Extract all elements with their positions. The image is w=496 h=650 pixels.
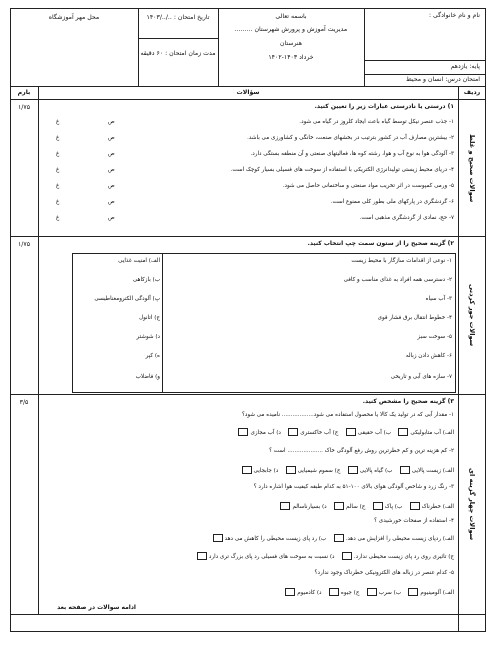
checkbox-icon[interactable] [408,588,418,596]
mcq-2-stem: ۲- کم هزینه ترین و کم خطرترین روش رفع آلودگی خاک .................... است ؟ [269,448,454,454]
column-score: بارم [17,89,31,96]
mcq-4-option-d[interactable]: د) نسبت به سوخت های فسیلی رد پای بزرگ تری دارد [195,554,335,560]
checkbox-icon[interactable] [373,502,383,510]
mcq-3-option-a[interactable]: الف) خطرناک [408,504,454,510]
checkbox-icon[interactable] [398,428,408,436]
mcq-4-options-row2 [195,552,454,560]
match-item-7: ۷- سازه های آبی و تاریخی [390,374,452,380]
student-name-field: نام و نام خانوادگی : [428,12,480,19]
match-option-b: ب) بازکاهی [132,277,160,283]
continue-note: ادامه سوالات در صفحه بعد [57,604,136,611]
grade-label: پایه: یازدهم [450,63,480,70]
mcq-4-option-c[interactable]: ج) تاثیری روی رد پای زیست محیطی ندارد. [340,554,454,560]
tf-item-3: ۳- آلودگی هوا به نوع آب و هوا، رشته کوه ها، فعالیتهای صنعتی و آن منطقه بستگی دارد. [250,151,454,157]
mcq-1-options [236,428,454,436]
tf-item-6: ۶- گردشگری در پارکهای ملی بطور کلی ممنوع است. [330,199,454,205]
mcq-5-options [283,588,454,596]
tf-true-6[interactable]: ص [108,199,115,205]
match-item-5: ۵- سوخت سبز [417,334,452,340]
checkbox-icon[interactable] [400,466,410,474]
tf-false-6[interactable]: غ [56,199,60,205]
header-school: هنرستان [279,40,303,47]
checkbox-icon[interactable] [213,534,223,542]
tf-true-4[interactable]: ص [108,167,115,173]
match-option-p: پ) آلودگی الکترومغناطیسی [94,296,160,302]
mcq-1-option-b[interactable]: ب) آب حقیقی [344,430,391,436]
mcq-1-option-c[interactable]: ج) آب خاکستری [286,430,338,436]
tf-true-1[interactable]: ص [108,119,115,125]
mcq-3-options [278,502,454,510]
tf-true-7[interactable]: ص [108,215,115,221]
mcq-1-option-d[interactable]: د) آب مجازی [236,430,280,436]
checkbox-icon[interactable] [197,552,207,560]
side-label-true-false: سوالات صحیح و غلط [468,133,476,203]
column-questions: سؤالات [236,89,260,96]
header-directorate: مدیریت آموزش و پرورش شهرستان ......... [234,26,348,33]
tf-false-2[interactable]: غ [56,135,60,141]
section-3-title: ۳) گزینه صحیح را مشخص کنید. [362,398,454,405]
exam-date: تاریخ امتحان : ../../۱۴۰۳ [146,14,210,21]
checkbox-icon[interactable] [410,502,420,510]
match-option-v: و) فاضلاب [135,374,160,380]
checkbox-icon[interactable] [286,466,296,474]
side-label-multiple-choice: سوالات چهار گزینه ای [468,468,476,541]
match-item-1: ۱- نوعی از اقدامات سازگار با محیط زیست [351,258,452,264]
mcq-2-option-c[interactable]: ج) سموم شیمیایی [284,468,341,474]
score-section-1: ۱/۷۵ [17,104,31,111]
mcq-5-option-b[interactable]: ب) سرب [365,590,401,596]
side-label-matching: سوالات جور کردنی [468,284,476,347]
checkbox-icon[interactable] [285,588,295,596]
tf-false-5[interactable]: غ [56,183,60,189]
checkbox-icon[interactable] [346,428,356,436]
match-option-j: ج) اتانول [139,315,160,321]
checkbox-icon[interactable] [334,502,344,510]
tf-item-4: ۴- دریای محیط زیستی تولیدانرژی الکتریکی با استفاده از سوخت های فسیلی بسیار کوچک است. [230,167,454,173]
header-basmala: باسمه تعالی [275,13,307,20]
exam-duration: مدت زمان امتحان : ۶۰ دقیقه [140,50,216,57]
tf-false-1[interactable]: غ [56,119,60,125]
mcq-4-option-b[interactable]: ب) رد پای زیست محیطی را کاهش می دهد [211,536,327,542]
match-option-h: ه) کپر [145,353,160,359]
match-option-a: الف) امنیت غذایی [118,258,160,264]
mcq-1-option-a[interactable]: الف) آب متابولیکی [396,430,454,436]
tf-true-3[interactable]: ص [108,151,115,157]
tf-item-5: ۵- ورمی کمپوست در اثر تخریب مواد صنعتی و ساختمانی حاصل می شود. [282,183,454,189]
matching-answers-box [72,253,456,393]
mcq-1-stem: ۱- مقدار آبی که در تولید یک کالا یا محصول استفاده می شود.................. نامیده می شود؟ [241,412,454,418]
match-item-4: ۴- خطوط انتقال برق فشار قوی [377,315,452,321]
checkbox-icon[interactable] [334,534,344,542]
checkbox-icon[interactable] [329,588,339,596]
checkbox-icon[interactable] [242,466,252,474]
mcq-5-stem: ۵- کدام عنصر در زباله های الکترونیکی خطرناک وجود ندارد؟ [314,570,454,576]
checkbox-icon[interactable] [288,428,298,436]
mcq-5-option-c[interactable]: ج) جیوه [327,590,360,596]
mcq-2-option-d[interactable]: د) جابجایی [240,468,279,474]
header-term: خرداد ۱۴۰۳-۱۴۰۲ [268,54,314,61]
tf-true-2[interactable]: ص [108,135,115,141]
tf-false-4[interactable]: غ [56,167,60,173]
mcq-2-option-b[interactable]: ب) گیاه پالایی [346,468,393,474]
checkbox-icon[interactable] [367,588,377,596]
checkbox-icon[interactable] [280,502,290,510]
mcq-4-options-row1 [211,534,454,542]
checkbox-icon[interactable] [342,552,352,560]
mcq-5-option-d[interactable]: د) کادمیوم [283,590,321,596]
score-section-2: ۱/۷۵ [17,241,31,248]
column-row: ردیف [463,89,481,96]
match-item-6: ۶- کاهش دادن زباله [405,353,452,359]
match-option-d: د) شوشتر [136,334,160,340]
section-2-title: ۲) گزینه صحیح را از ستون سمت چپ انتخاب کنید. [307,240,454,247]
mcq-2-options [240,466,454,474]
mcq-3-option-d[interactable]: د) بسیارناسالم [278,504,326,510]
checkbox-icon[interactable] [238,428,248,436]
mcq-4-stem: ۴- استفاده از صفحات خورشیدی ؟ [374,518,454,524]
mcq-2-option-a[interactable]: الف) زیست پالایی [398,468,454,474]
tf-true-5[interactable]: ص [108,183,115,189]
checkbox-icon[interactable] [348,466,358,474]
tf-false-7[interactable]: غ [56,215,60,221]
mcq-3-stem: ۳- رنگ زرد و شاخص آلودگی هوای بالای ۱۰۰-۵۱ به کدام طبقه کیفیت هوا اشاره دارد ؟ [253,484,454,490]
mcq-5-option-a[interactable]: الف) آلومینیوم [406,590,454,596]
tf-item-1: ۱- جذب عنصر نیکل توسط گیاه باعث ایجاد کلروز در گیاه می شود. [299,119,454,125]
subject-label: امتحان درس: انسان و محیط [406,76,480,83]
tf-false-3[interactable]: غ [56,151,60,157]
exam-page [10,8,486,632]
tf-item-2: ۲- بیشترین مصارف آب در کشور بترتیب در بخشهای صنعت، خانگی و کشاورزی می باشد. [247,135,454,141]
school-stamp-area: محل مهر آموزشگاه [48,14,100,21]
score-section-3: ۳/۵ [19,399,29,406]
mcq-3-option-c[interactable]: ج) سالم [332,504,365,510]
match-item-2: ۲- دسترسی همه افراد به غذای مناسب و کافی [343,277,452,283]
match-item-3: ۳- آب سیاه [425,296,452,302]
mcq-3-option-b[interactable]: ب) پاک [371,504,403,510]
section-1-title: ۱) درستی یا نادرستی عبارات زیر را تعیین کنید. [314,103,454,110]
tf-item-7: ۷- حج، نمادی از گردشگری مذهبی است. [359,215,454,221]
mcq-4-option-a[interactable]: الف) ردپای زیست محیطی را افزایش می دهد. [332,536,454,542]
